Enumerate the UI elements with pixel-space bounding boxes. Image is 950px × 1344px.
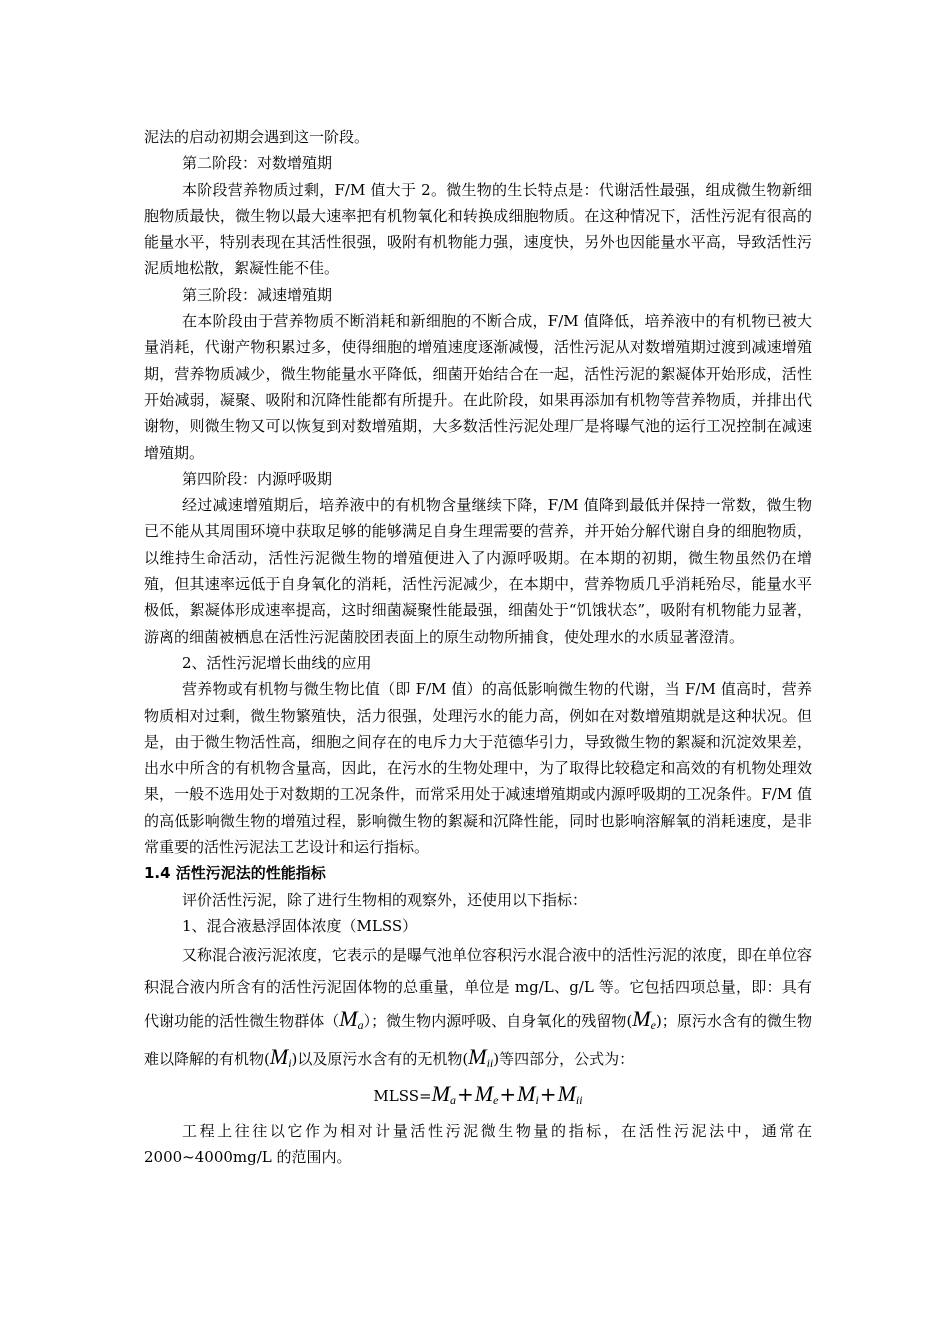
subheading-endogenous-phase: 第四阶段：内源呼吸期 bbox=[182, 469, 333, 488]
subheading-decline-phase: 第三阶段：减速增殖期 bbox=[182, 285, 333, 304]
math-me: $M_e$ bbox=[632, 1006, 656, 1033]
formula-mi: $M_i$ bbox=[517, 1081, 539, 1108]
formula-plus-3: + bbox=[539, 1082, 557, 1107]
subheading-mlss: 1、混合液悬浮固体浓度（MLSS） bbox=[182, 916, 418, 935]
math-mi: $M_i$ bbox=[269, 1044, 292, 1071]
paragraph-endogenous-phase: 经过减速增殖期后，培养液中的有机物含量继续下降，F/M 值降到最低并保持一常数，微生物已不能从其周围环境中获取足够的能够满足自身生理需要的营养，并开始分解代谢自身的细胞物质，以维持生命活动，活性污泥微生物的增殖便进入了内源呼吸期。在本期的初期，微生物虽然仍在增殖，但其速率远低于自身氧化的消耗，活性污泥减少，在本期中，营养物质几乎消耗殆尽，能量水平极低，絮凝体形成速率提高，这时细菌凝聚性能最强，细菌处于“饥饿状态”，吸附有机物能力显著，游离的细菌被栖息在活性污泥菌胶团表面上的原生动物所捕食，使处理水的水质显著澄清。 bbox=[144, 496, 812, 646]
formula-lhs: MLSS= bbox=[373, 1087, 432, 1106]
mlss-text-e: )等四部分，公式为： bbox=[493, 1050, 635, 1069]
mlss-text-c: )；原污水含有的微生物难以降解的有机物( bbox=[144, 1012, 812, 1069]
mlss-text-b: ）；微生物内源呼吸、自身氧化的残留物( bbox=[363, 1012, 633, 1031]
section-heading: 1.4 活性污泥法的性能指标 bbox=[144, 864, 326, 883]
formula-plus-1: + bbox=[456, 1082, 474, 1107]
formula-plus-2: + bbox=[499, 1082, 517, 1107]
paragraph-mlss-usage: 工程上往往以它作为相对计量活性污泥微生物量的指标，在活性污泥法中，通常在 2000~4000mg/L 的范围内。 bbox=[144, 1121, 812, 1166]
paragraph-mlss bbox=[144, 939, 812, 1079]
mlss-text-d: )以及原污水含有的无机物( bbox=[291, 1050, 469, 1069]
mlss-formula bbox=[144, 1081, 812, 1113]
paragraph-growth-curve-application: 营养物或有机物与微生物比值（即 F/M 值）的高低影响微生物的代谢，当 F/M 值高时，营养物质相对过剩，微生物繁殖快，活力很强，处理污水的能力高，例如在对数增殖期就是这种状况。但是，由于微生物活性高，细胞之间存在的电斥力大于范德华引力，导致微生物的絮凝和沉淀效果差，出水中所含的有机物含量高，因此，在污水的生物处理中，为了取得比较稳定和高效的有机物处理效果，一般不选用处于对数期的工况条件，而常采用处于减速增殖期或内源呼吸期的工况条件。F/M 值的高低影响微生物的增殖过程，影响微生物的絮凝和沉降性能，同时也影响溶解氧的消耗速度，是非常重要的活性污泥法工艺设计和运行指标。 bbox=[144, 680, 812, 857]
document-page bbox=[144, 124, 812, 1170]
paragraph-log-phase: 本阶段营养物质过剩，F/M 值大于 2。微生物的生长特点是：代谢活性最强，组成微生物新细胞物质最快，微生物以最大速率把有机物氧化和转换成细胞物质。在这种情况下，活性污泥有很高的能量水平，特别表现在其活性很强，吸附有机物能力强，速度快，另外也因能量水平高，导致活性污泥质地松散，絮凝性能不佳。 bbox=[144, 180, 812, 278]
paragraph-continuation: 泥法的启动初期会遇到这一阶段。 bbox=[144, 128, 370, 146]
subheading-log-phase: 第二阶段：对数增殖期 bbox=[182, 154, 333, 173]
paragraph-decline-phase: 在本阶段由于营养物质不断消耗和新细胞的不断合成，F/M 值降低，培养液中的有机物已被大量消耗，代谢产物积累过多，使得细胞的增殖速度逐渐减慢，活性污泥从对数增殖期过渡到减速增殖期，营养物质减少，微生物能量水平降低，细菌开始结合在一起，活性污泥的絮凝体开始形成，活性开始减弱，凝聚、吸附和沉降性能都有所提升。在此阶段，如果再添加有机物等营养物质，并排出代谢物，则微生物又可以恢复到对数增殖期，大多数活性污泥处理厂是将曝气池的运行工况控制在减速增殖期。 bbox=[144, 312, 812, 462]
math-ma: $M_a$ bbox=[339, 1006, 364, 1033]
paragraph-indicators-intro: 评价活性污泥，除了进行生物相的观察外，还使用以下指标： bbox=[182, 890, 588, 909]
formula-ma: $M_a$ bbox=[431, 1081, 456, 1108]
subheading-growth-curve-application: 2、活性污泥增长曲线的应用 bbox=[182, 653, 372, 672]
formula-me: $M_e$ bbox=[474, 1081, 499, 1108]
math-mii: $M_{ii}$ bbox=[468, 1044, 494, 1071]
mlss-text-a: 又称混合液污泥浓度，它表示的是曝气池单位容积污水混合液中的活性污泥的浓度，即在单位容积混合液内所含有的活性污泥固体物的总重量，单位是 mg/L、g/L 等。它包括四项总量，即：具有代谢功能的活性微生物群体（ bbox=[144, 946, 813, 1031]
formula-mii: $M_{ii}$ bbox=[557, 1081, 583, 1108]
